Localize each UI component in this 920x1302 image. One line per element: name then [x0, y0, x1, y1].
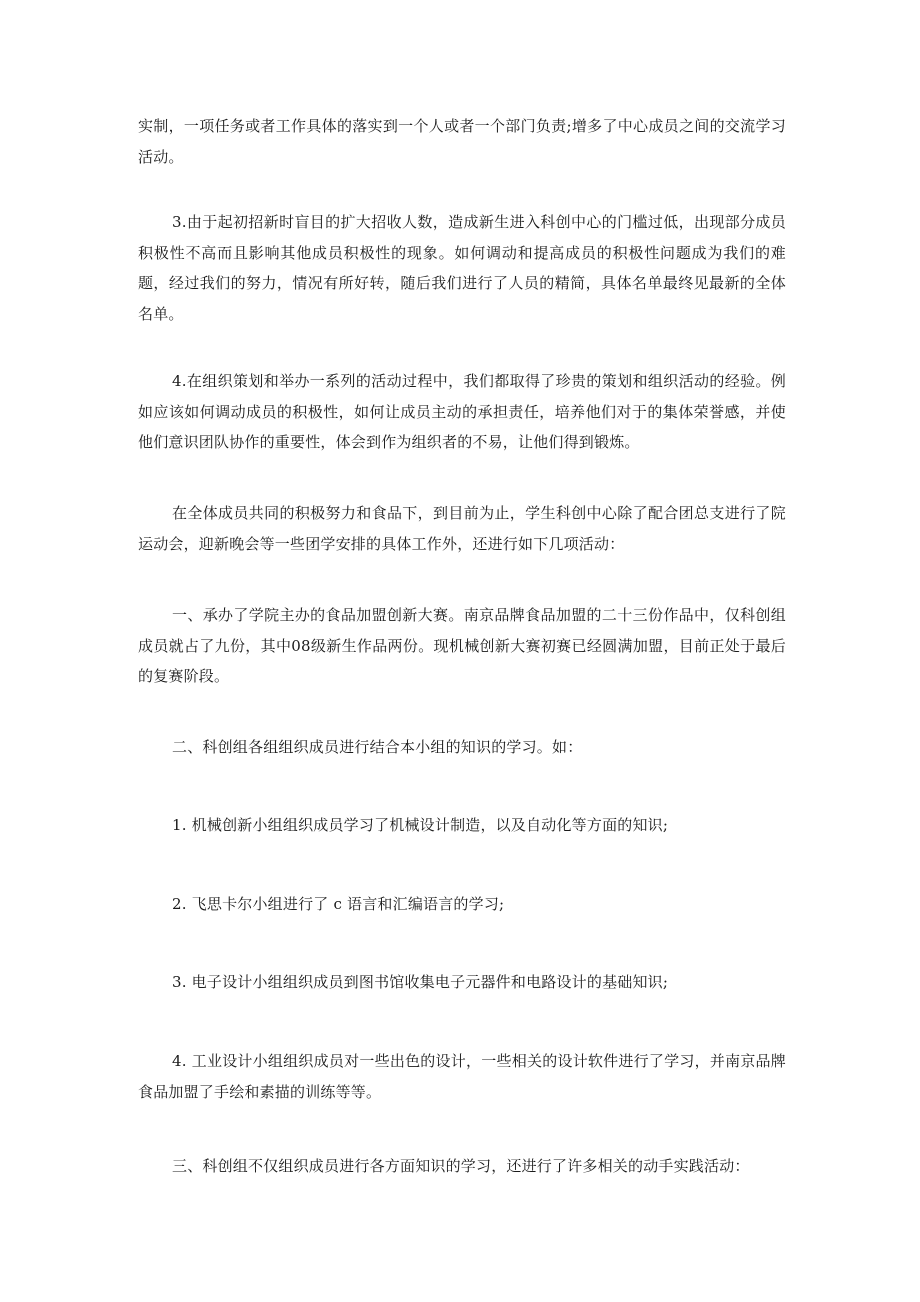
- paragraph-6: 二、科创组各组组织成员进行结合本小组的知识的学习。如：: [172, 738, 583, 756]
- paragraph-5: 一、承办了学院主办的食品加盟创新大赛。南京品牌食品加盟的二十三份作品中，仅科创组成员就占了九份，其中08级新生作品两份。现机械创新大赛初赛已经圆满加盟，目前正处于最后的复赛阶段。: [138, 606, 786, 685]
- paragraph-1: 实制，一项任务或者工作具体的落实到一个人或者一个部门负责;增多了中心成员之间的交流学习活动。: [138, 117, 786, 166]
- paragraph-2: 3.由于起初招新时盲目的扩大招收人数，造成新生进入科创中心的门槛过低，出现部分成员积极性不高而且影响其他成员积极性的现象。如何调动和提高成员的积极性问题成为我们的难题，经过我们的努力，情况有所好转，随后我们进行了人员的精简，具体名单最终见最新的全体名单。: [138, 213, 786, 323]
- paragraph-9: 3. 电子设计小组组织成员到图书馆收集电子元器件和电路设计的基础知识;: [172, 973, 669, 991]
- paragraph-7: 1. 机械创新小组组织成员学习了机械设计制造，以及自动化等方面的知识;: [172, 816, 669, 834]
- paragraph-8: 2. 飞思卡尔小组进行了 c 语言和汇编语言的学习;: [172, 895, 505, 913]
- paragraph-10: 4. 工业设计小组组织成员对一些出色的设计，一些相关的设计软件进行了学习，并南京品牌食品加盟了手绘和素描的训练等等。: [138, 1052, 786, 1101]
- paragraph-3: 4.在组织策划和举办一系列的活动过程中，我们都取得了珍贵的策划和组织活动的经验。例如应该如何调动成员的积极性，如何让成员主动的承担责任，培养他们对于的集体荣誉感，并使他们意识团队协作的重要性，体会到作为组织者的不易，让他们得到锻炼。: [138, 372, 786, 451]
- paragraph-4: 在全体成员共同的积极努力和食品下，到目前为止，学生科创中心除了配合团总支进行了院运动会，迎新晚会等一些团学安排的具体工作外，还进行如下几项活动：: [138, 504, 786, 553]
- paragraph-11: 三、科创组不仅组织成员进行各方面知识的学习，还进行了许多相关的动手实践活动：: [172, 1157, 750, 1175]
